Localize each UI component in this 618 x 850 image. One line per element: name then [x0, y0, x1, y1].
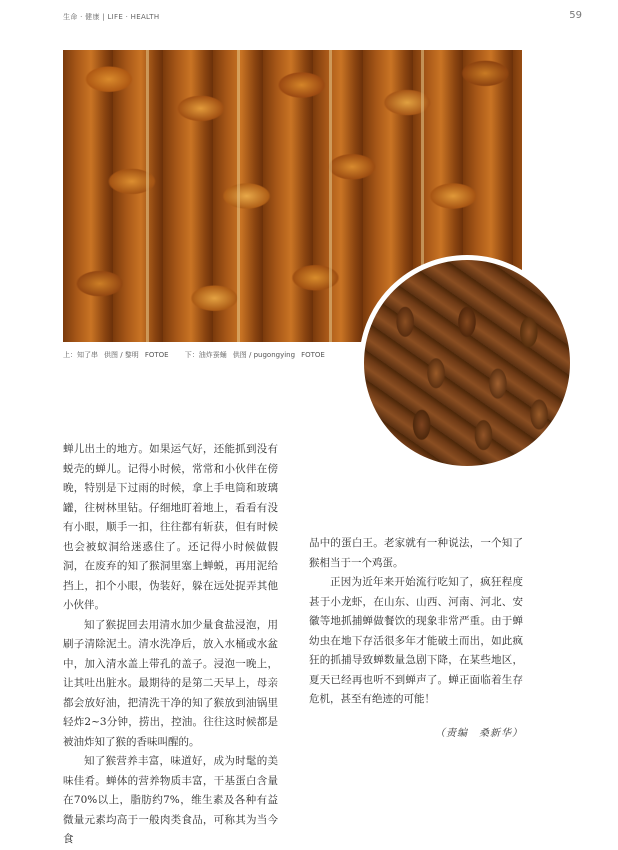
photo-caption [63, 350, 331, 360]
caption-top-credit: 供图 / 黎明 [104, 351, 139, 359]
caption-bottom: 下：油炸蚕蛹 [184, 351, 227, 359]
paragraph: 蝉儿出土的地方。如果运气好，还能抓到没有蜕壳的蝉儿。记得小时候，常常和小伙伴在傍晚，特别是下过雨的时候，拿上手电筒和玻璃罐，往树林里钻。仔细地盯着地上，看看有没有小眼，顺手一扣，往往都有斩获，但有时候也会被蚁洞给迷惑住了。还记得小时候做假洞，在废弃的知了猴洞里塞上蝉蜕，再用泥给挡上，扣个小眼，伪装好，躲在远处捉弄其他小伙伴。 [63, 443, 278, 611]
caption-bottom-credit: 供图 / pugongying [232, 351, 296, 359]
paragraph: 知了猴捉回去用清水加少量食盐浸泡，用刷子清除泥土。清水洗净后，放入水桶或水盆中，加入清水盖上带孔的盖子。浸泡一晚上，让其吐出脏水。最期待的是第二天早上，母亲都会放好油，把清洗干净的知了猴放到油锅里轻炸2~3分钟，捞出，控油。往往这时候都是被油炸知了猴的香味叫醒的。 [63, 618, 278, 748]
editor-credit: （责编 桑新华） [435, 728, 523, 739]
section-header: 生命 · 健康 | LIFE · HEALTH [63, 13, 160, 21]
caption-top: 上：知了串 [63, 351, 98, 359]
paragraph: 知了猴营养丰富，味道好，成为时髦的美味佳肴。蝉体的营养物质丰富，干基蛋白含量在70%以上，脂肪约7%，维生素及各种有益微量元素均高于一般肉类食品，可称其为当今食 [63, 755, 278, 845]
article-column-right [309, 534, 523, 710]
article-column-left [63, 440, 278, 850]
caption-bottom-agency: FOTOE [301, 351, 325, 359]
paragraph: 正因为近年来开始流行吃知了，疯狂程度甚于小龙虾，在山东、山西、河南、河北、安徽等地抓捕蝉做餐饮的现象非常严重。由于蝉幼虫在地下存活很多年才能破土而出，如此疯狂的抓捕导致蝉数量急剧下降，在某些地区，夏天已经再也听不到蝉声了。蝉正面临着生存危机，甚至有绝迹的可能！ [309, 576, 523, 705]
paragraph: 品中的蛋白王。老家就有一种说法，一个知了猴相当于一个鸡蛋。 [309, 537, 523, 569]
silkworm-pupae-photo [359, 255, 575, 471]
page-number: 59 [569, 10, 582, 21]
caption-top-agency: FOTOE [144, 351, 169, 359]
